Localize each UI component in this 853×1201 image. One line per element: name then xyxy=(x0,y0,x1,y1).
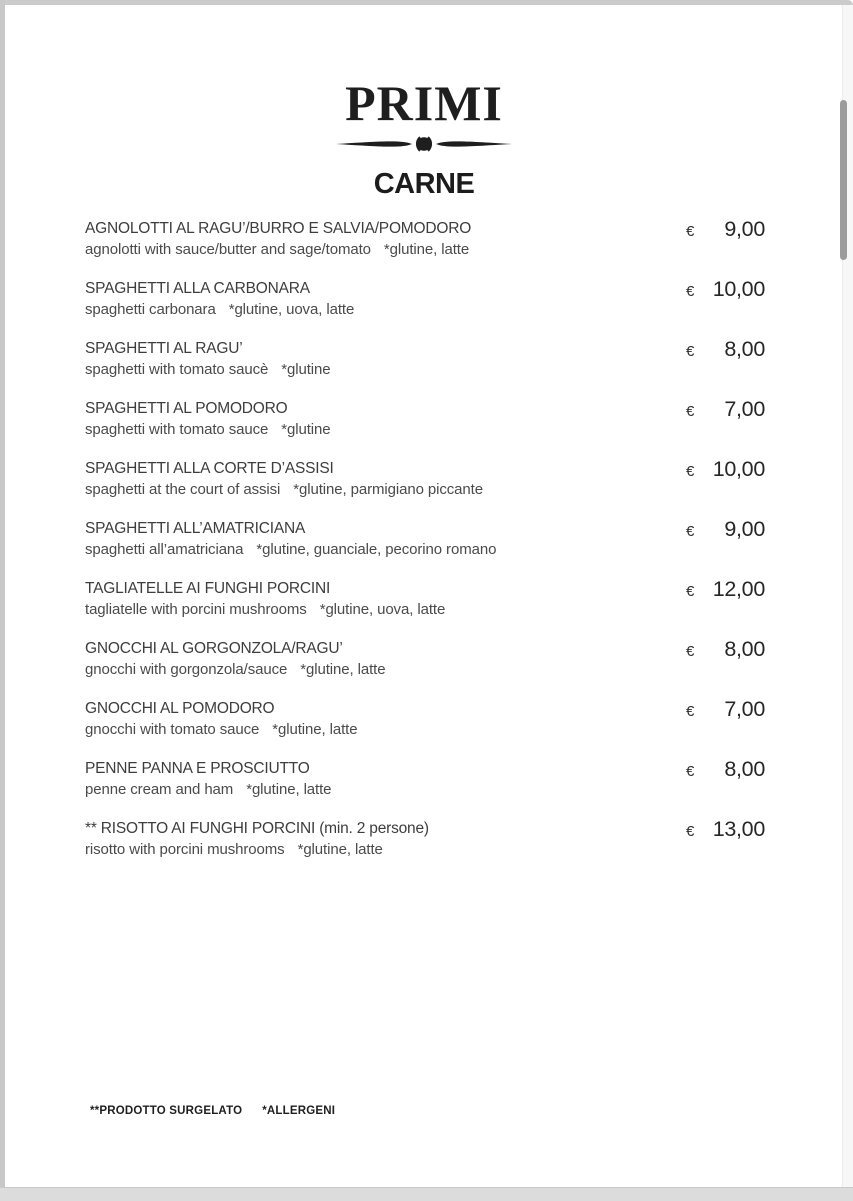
item-allergens: *glutine, latte xyxy=(383,241,470,258)
item-price-group xyxy=(686,817,765,842)
item-description: gnocchi with tomato sauce xyxy=(85,721,260,738)
item-price: 7,00 xyxy=(724,397,765,421)
item-description: penne cream and ham xyxy=(85,781,234,798)
menu-page xyxy=(5,5,843,1187)
menu-item-text xyxy=(85,579,445,620)
item-allergens: *glutine xyxy=(281,421,331,438)
item-name: GNOCCHI AL POMODORO xyxy=(85,700,275,717)
menu-item xyxy=(85,219,765,260)
item-allergens: *glutine, latte xyxy=(272,721,358,738)
currency-symbol: € xyxy=(686,223,695,240)
item-price: 8,00 xyxy=(724,637,765,661)
item-name: ** RISOTTO AI FUNGHI PORCINI (min. 2 persone) xyxy=(85,820,429,837)
item-name: SPAGHETTI AL POMODORO xyxy=(85,400,288,417)
item-name: SPAGHETTI AL RAGU’ xyxy=(85,340,243,357)
menu-item-text xyxy=(85,459,483,500)
currency-symbol: € xyxy=(686,643,695,660)
item-description: spaghetti carbonara xyxy=(85,301,216,318)
menu-item xyxy=(85,399,765,440)
section-title: CARNE xyxy=(373,168,475,200)
item-name: GNOCCHI AL GORGONZOLA/RAGU’ xyxy=(85,640,343,657)
item-price: 8,00 xyxy=(724,337,765,361)
item-price: 7,00 xyxy=(724,697,765,721)
item-description: tagliatelle with porcini mushrooms xyxy=(85,601,307,618)
item-price: 10,00 xyxy=(712,457,765,481)
divider-ornament xyxy=(5,134,843,154)
item-price-group xyxy=(686,757,765,782)
item-price: 13,00 xyxy=(712,817,765,841)
item-price: 9,00 xyxy=(724,217,765,241)
item-name: PENNE PANNA E PROSCIUTTO xyxy=(85,760,310,777)
menu-item xyxy=(85,819,765,860)
menu-item-text xyxy=(85,819,429,860)
currency-symbol: € xyxy=(686,343,695,360)
menu-item xyxy=(85,759,765,800)
viewer-frame-bottom xyxy=(0,1187,853,1201)
menu-item-text xyxy=(85,279,354,320)
item-price: 12,00 xyxy=(712,577,765,601)
menu-item-text xyxy=(85,219,471,260)
item-price-group xyxy=(686,517,765,542)
menu-item-text xyxy=(85,519,496,560)
item-price-group xyxy=(686,217,765,242)
item-description: spaghetti with tomato saucè xyxy=(85,361,269,378)
currency-symbol: € xyxy=(686,283,695,300)
page-title: PRIMI xyxy=(345,75,503,131)
menu-item-text xyxy=(85,759,331,800)
item-allergens: *glutine, uova, latte xyxy=(319,601,446,618)
currency-symbol: € xyxy=(686,463,695,480)
item-allergens: *glutine, parmigiano piccante xyxy=(293,481,483,498)
item-price-group xyxy=(686,637,765,662)
currency-symbol: € xyxy=(686,403,695,420)
menu-item xyxy=(85,459,765,500)
menu-item-text xyxy=(85,639,385,680)
item-description: gnocchi with gorgonzola/sauce xyxy=(85,661,288,678)
menu-item xyxy=(85,639,765,680)
menu-item-text xyxy=(85,399,331,440)
item-price-group xyxy=(686,457,765,482)
item-allergens: *glutine, latte xyxy=(300,661,386,678)
menu-item xyxy=(85,279,765,320)
currency-symbol: € xyxy=(686,823,695,840)
item-price-group xyxy=(686,577,765,602)
item-description: spaghetti with tomato sauce xyxy=(85,421,269,438)
item-name: TAGLIATELLE AI FUNGHI PORCINI xyxy=(85,580,331,597)
menu-item xyxy=(85,699,765,740)
menu-item-text xyxy=(85,339,331,380)
item-name: SPAGHETTI ALLA CORTE D’ASSISI xyxy=(85,460,334,477)
item-description: agnolotti with sauce/butter and sage/tomato xyxy=(85,241,371,258)
item-allergens: *glutine, uova, latte xyxy=(228,301,355,318)
allergen-note: *ALLERGENI xyxy=(262,1105,336,1117)
legend xyxy=(90,1105,335,1117)
menu-item-text xyxy=(85,699,358,740)
item-price: 8,00 xyxy=(724,757,765,781)
item-description: spaghetti at the court of assisi xyxy=(85,481,281,498)
menu-item xyxy=(85,519,765,560)
item-allergens: *glutine, guanciale, pecorino romano xyxy=(256,541,497,558)
scrollbar-thumb[interactable] xyxy=(840,100,847,260)
item-name: AGNOLOTTI AL RAGU’/BURRO E SALVIA/POMODORO xyxy=(85,220,472,237)
frozen-product-note: **PRODOTTO SURGELATO xyxy=(90,1105,243,1117)
item-name: SPAGHETTI ALL’AMATRICIANA xyxy=(85,520,306,537)
currency-symbol: € xyxy=(686,523,695,540)
item-allergens: *glutine xyxy=(281,361,331,378)
divider-ornament-icon xyxy=(334,134,514,154)
item-name: SPAGHETTI ALLA CARBONARA xyxy=(85,280,310,297)
menu-item xyxy=(85,579,765,620)
currency-symbol: € xyxy=(686,763,695,780)
menu-list xyxy=(5,219,843,860)
item-price-group xyxy=(686,337,765,362)
item-price-group xyxy=(686,697,765,722)
item-price-group xyxy=(686,397,765,422)
item-description: spaghetti all’amatriciana xyxy=(85,541,244,558)
currency-symbol: € xyxy=(686,583,695,600)
menu-item xyxy=(85,339,765,380)
item-allergens: *glutine, latte xyxy=(246,781,332,798)
item-description: risotto with porcini mushrooms xyxy=(85,841,285,858)
item-price: 10,00 xyxy=(712,277,765,301)
currency-symbol: € xyxy=(686,703,695,720)
item-price: 9,00 xyxy=(724,517,765,541)
item-allergens: *glutine, latte xyxy=(297,841,383,858)
item-price-group xyxy=(686,277,765,302)
